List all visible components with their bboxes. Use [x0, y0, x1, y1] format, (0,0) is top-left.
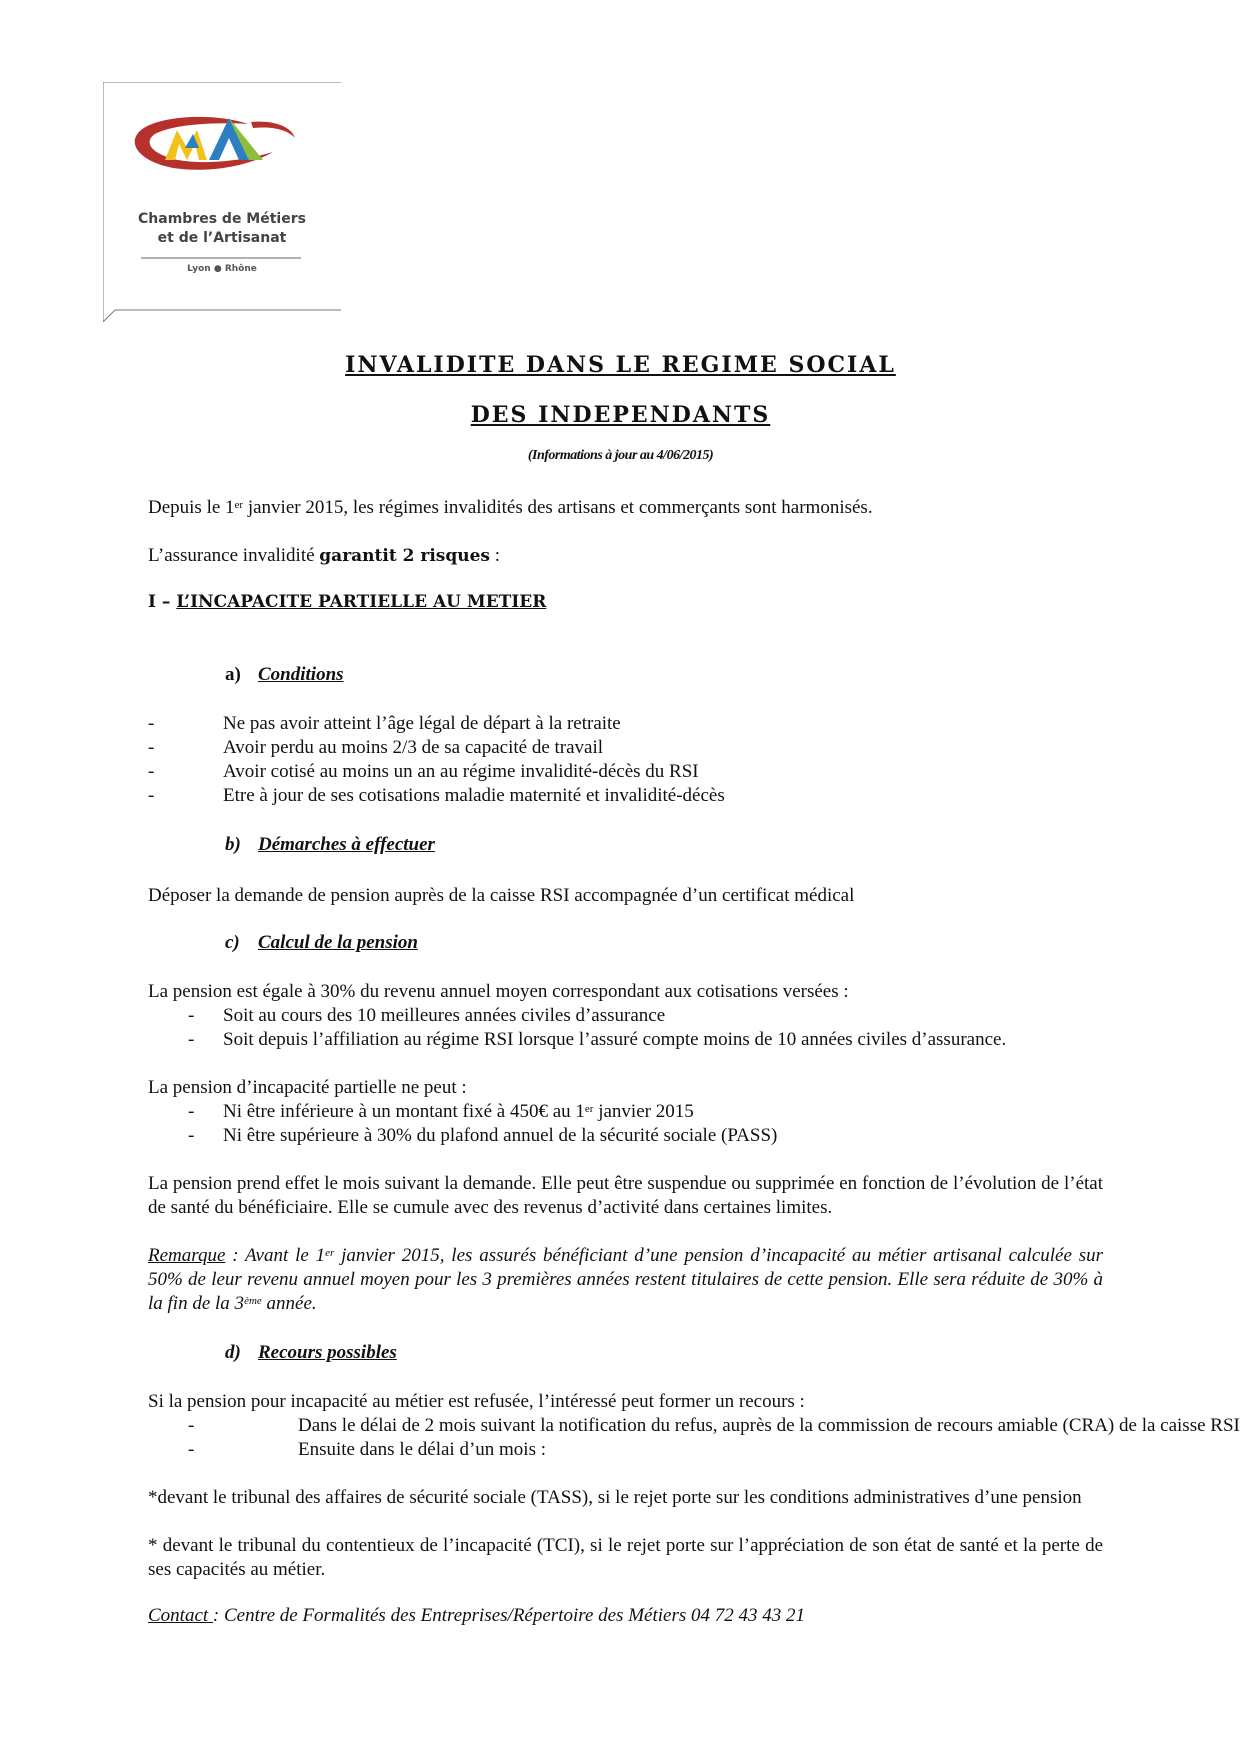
list-item: [148, 1100, 1108, 1124]
remark-b: janvier 2015, les assurés bénéficiant d’une pension d’incapacité au métier artisanal calculée sur 50% de leur revenu annuel moyen pour les 3 premières années restent titulaires de cette pension. Elle sera réduite de 30% à la fin de la 3: [148, 1245, 1104, 1314]
title-line1-text: INVALIDITE DANS LE REGIME SOCIAL: [345, 352, 896, 378]
remark-label: Remarque: [148, 1245, 226, 1266]
title-line2: [0, 402, 1241, 428]
title-line1: [0, 352, 1241, 378]
list-item: [148, 784, 1108, 808]
recours-intro: Si la pension pour incapacité au métier est refusée, l’intéressé peut former un recours :: [148, 1391, 805, 1412]
recours-num: d): [225, 1342, 241, 1363]
list-item-text: Avoir perdu au moins 2/3 de sa capacité de travail: [223, 737, 604, 758]
intro-p2-bold: garantit 2 risques: [319, 546, 490, 566]
demarches-num: b): [225, 834, 241, 855]
intro-paragraph-2: [148, 544, 1103, 568]
intro-p2-before: L’assurance invalidité: [148, 545, 320, 566]
dash: -: [188, 1005, 195, 1026]
contact-text: : Centre de Formalités des Entreprises/Répertoire des Métiers 04 72 43 43 21: [212, 1605, 805, 1626]
dash: -: [188, 1029, 195, 1050]
subheading-recours: [225, 1342, 397, 1364]
list-item: [148, 712, 1108, 736]
list-item-text: Soit depuis l’affiliation au régime RSI lorsque l’assuré compte moins de 10 années civiles d’assurance.: [223, 1029, 1007, 1050]
logo-text: [103, 210, 341, 248]
logo-line2: et de l’Artisanat: [157, 230, 287, 246]
limit1-sup: er: [584, 1103, 594, 1115]
dash: -: [188, 1101, 195, 1122]
logo-line1: Chambres de Métiers: [138, 211, 306, 227]
contact-label: Contact: [148, 1605, 213, 1626]
list-item-text: Ni être supérieure à 30% du plafond annuel de la sécurité sociale (PASS): [223, 1125, 778, 1146]
intro-p2-after: :: [489, 545, 501, 566]
list-item: [148, 736, 1108, 760]
intro-p1-before: Depuis le 1: [148, 497, 235, 518]
list-item: [148, 1124, 1108, 1148]
update-note: (Informations à jour au 4/06/2015): [527, 448, 714, 463]
calcul-label: Calcul de la pension: [258, 932, 418, 953]
cma-logo: [103, 82, 341, 322]
list-item-text: Avoir cotisé au moins un an au régime invalidité-décès du RSI: [223, 761, 699, 782]
conditions-list: [148, 712, 1108, 808]
subheading-demarches: [225, 834, 435, 856]
section-1-prefix: I –: [148, 592, 177, 612]
section-1-heading: [148, 592, 546, 612]
list-item: [148, 1414, 1240, 1438]
logo-frame: [103, 82, 341, 322]
remark-sup1: er: [325, 1247, 335, 1259]
conditions-label: Conditions: [258, 664, 344, 685]
intro-paragraph-1: [148, 496, 1103, 520]
calcul-intro: La pension est égale à 30% du revenu annuel moyen correspondant aux cotisations versées :: [148, 981, 849, 1002]
list-item: [148, 1004, 1108, 1028]
demarches-label: Démarches à effectuer: [258, 834, 435, 855]
dash: -: [188, 1415, 195, 1436]
limit-list: [148, 1100, 1108, 1148]
limit1-after: janvier 2015: [593, 1101, 694, 1122]
limit1-before: Ni être inférieure à un montant fixé à 450€ au 1: [223, 1101, 585, 1122]
dash: -: [148, 761, 155, 782]
conditions-num: a): [225, 664, 241, 685]
tci-paragraph: * devant le tribunal du contentieux de l’incapacité (TCI), si le rejet porte sur l’appréciation de son état de santé et la perte de ses capacités au métier.: [148, 1535, 1103, 1580]
list-item-text: [223, 1100, 694, 1124]
section-1-title: L’INCAPACITE PARTIELLE AU METIER: [176, 592, 547, 612]
list-item: [148, 1028, 1108, 1052]
calcul-num: c): [225, 932, 240, 953]
list-item-text: Dans le délai de 2 mois suivant la notification du refus, auprès de la commission de recours amiable (CRA) de la caisse RSI: [298, 1415, 1240, 1436]
recours-list: [148, 1414, 1240, 1462]
dash: -: [148, 713, 155, 734]
tass-paragraph: *devant le tribunal des affaires de sécurité sociale (TASS), si le rejet porte sur les conditions administratives d’une pension: [148, 1487, 1082, 1508]
intro-p1-sup: er: [234, 499, 244, 511]
list-item: [148, 1438, 1103, 1462]
demarches-text: Déposer la demande de pension auprès de la caisse RSI accompagnée d’un certificat médical: [148, 885, 855, 906]
remark-paragraph: [148, 1244, 1103, 1316]
list-item-text: Ensuite dans le délai d’un mois :: [298, 1439, 547, 1460]
dash: -: [188, 1439, 195, 1460]
logo-location: Lyon ● Rhône: [187, 264, 257, 274]
list-item-text: Ne pas avoir atteint l’âge légal de départ à la retraite: [223, 713, 621, 734]
list-item-text: Soit au cours des 10 meilleures années civiles d’assurance: [223, 1005, 666, 1026]
intro-p1-after: janvier 2015, les régimes invalidités des artisans et commerçants sont harmonisés.: [243, 497, 873, 518]
subheading-calcul: [225, 932, 418, 954]
title-line2-text: DES INDEPENDANTS: [470, 402, 771, 428]
recours-label: Recours possibles: [258, 1342, 397, 1363]
remark-c: année.: [261, 1293, 317, 1314]
limit-intro: La pension d’incapacité partielle ne peut :: [148, 1077, 467, 1098]
dash: -: [148, 737, 155, 758]
remark-a: : Avant le 1: [225, 1245, 326, 1266]
effect-paragraph: La pension prend effet le mois suivant la demande. Elle peut être suspendue ou supprimée en fonction de l’évolution de l’état de santé du bénéficiaire. Elle se cumule avec des revenus d’activité dans certaines limites.: [148, 1173, 1103, 1218]
calcul-list: [148, 1004, 1108, 1052]
dash: -: [188, 1125, 195, 1146]
list-item: [148, 760, 1108, 784]
dash: -: [148, 785, 155, 806]
remark-sup2: ème: [244, 1295, 262, 1307]
contact-line: [148, 1604, 1103, 1628]
list-item-text: Etre à jour de ses cotisations maladie maternité et invalidité-décès: [223, 785, 725, 806]
subheading-conditions: [225, 664, 344, 686]
